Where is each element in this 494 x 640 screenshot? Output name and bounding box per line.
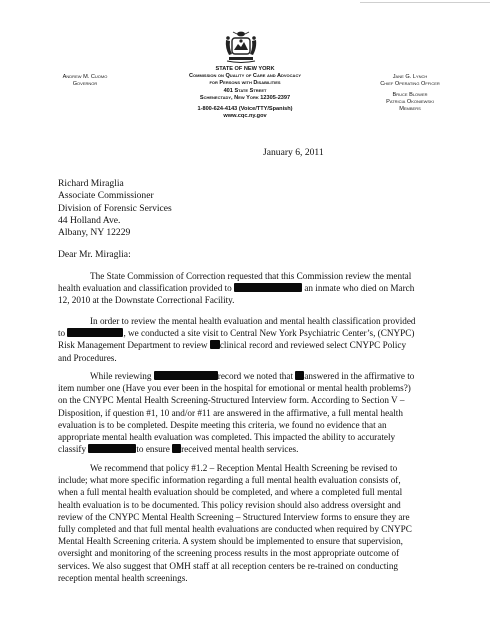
recipient-line: Richard Miraglia: [58, 178, 124, 189]
text-line: on the CNYPC Mental Health Screening-Structured Interview form. According to Section V –: [58, 395, 405, 406]
text-line: and Procedures.: [58, 352, 117, 363]
recipient-address: [58, 178, 172, 239]
recipient-line: Division of Forensic Services: [58, 202, 172, 214]
coo-title: Chief Operating Officer: [380, 81, 440, 87]
text-line: [58, 339, 440, 351]
text-segment: received mental health services.: [181, 444, 299, 455]
text-segment: While reviewing: [90, 371, 152, 381]
text-segment: , we conducted a site visit to Central New York Psychiatric Center’s, (CNYPC): [123, 328, 415, 339]
text-line: health evaluation is to be documented. This policy revision should also address oversight and: [58, 499, 401, 510]
text-line: [58, 282, 440, 294]
text-segment: answered in the affirmative to: [304, 371, 415, 381]
paragraph-4: [58, 462, 440, 584]
agency-city: Schenectady, New York 12305-2397: [199, 94, 291, 101]
text-segment: record we noted that: [217, 371, 294, 381]
agency-phone: 1-800-624-4143 (Voice/TTY/Spanish): [197, 106, 293, 113]
text-line: [58, 370, 440, 382]
text-segment: Risk Management Department to review: [58, 340, 208, 351]
governor-name: Andrew M. Cuomo: [62, 74, 108, 80]
text-line: We recommend that policy #1.2 – Reception Mental Health Screening be revised to: [90, 463, 398, 473]
text-line: review of the CNYPC Mental Health Screening – Structured Interview forms to ensure they are: [58, 511, 410, 522]
paragraph-2: [58, 315, 440, 364]
text-segment: clinical record and reviewed select CNYPC Policy: [219, 340, 407, 351]
text-line: appropriate mental health evaluation was completed. This impacted the ability to accurately: [58, 432, 396, 443]
agency-block: [160, 66, 330, 120]
text-segment: an inmate who died on March: [304, 283, 415, 294]
redaction-bar: [210, 340, 220, 349]
text-segment: health evaluation and classification provided to: [58, 283, 232, 294]
text-segment: classify: [58, 444, 87, 455]
text-line: 12, 2010 at the Downstate Correctional Facility.: [58, 295, 235, 306]
agency-website: www.cqc.ny.gov: [223, 113, 267, 120]
coo-name: Jane G. Lynch: [392, 74, 428, 80]
agency-state: STATE OF NEW YORK: [215, 66, 275, 72]
redaction-bar: [295, 371, 304, 380]
scan-edge-line: [360, 2, 490, 3]
member-name: Patricia Okoniewski: [386, 99, 434, 105]
text-line: item number one (Have you ever been in the hospital for emotional or mental health problems?): [58, 383, 411, 394]
redaction-bar: [67, 328, 123, 337]
text-line: [58, 443, 440, 455]
officers-block: [350, 74, 470, 113]
governor-block: [40, 74, 130, 88]
agency-name: Commission on Quality of Care and Advocacy: [188, 73, 302, 80]
agency-street: 401 State Street: [223, 87, 267, 94]
text-segment: to ensure: [136, 444, 170, 455]
text-line: reception mental health screenings.: [58, 572, 188, 583]
redaction-bar: [172, 444, 181, 453]
text-line: fully completed and that full mental health evaluations are conducted when required by CNYPC: [58, 524, 412, 535]
text-line: evaluation is to be completed. Despite meeting this criteria, we found no evidence that an: [58, 419, 387, 430]
recipient-line: Albany, NY 12229: [58, 227, 131, 239]
redaction-bar: [88, 444, 136, 453]
state-seal-icon: [223, 30, 259, 64]
agency-name-cont: for Persons with Disabilities: [209, 80, 281, 87]
governor-title: Governor: [72, 81, 98, 87]
text-line: In order to review the mental health evaluation and mental health classification provided: [90, 316, 416, 326]
letter-date: January 6, 2011: [263, 147, 324, 158]
paragraph-3: [58, 370, 440, 455]
text-line: services. We also suggest that OMH staff at all reception centers be re-trained on conducting: [58, 560, 399, 571]
text-line: Disposition, if question #1, 10 and/or #11 are answered in the affirmative, a full mental health: [58, 407, 403, 418]
text-line: Mental Health Screening criteria. A system should be implemented to ensure that supervision,: [58, 536, 403, 547]
text-line: when a full mental health evaluation should be completed, and where a completed full mental: [58, 487, 403, 498]
text-line: include; what more specific information regarding a full mental health evaluation consists of,: [58, 475, 401, 486]
text-line: The State Commission of Correction requested that this Commission review the mental: [90, 271, 412, 281]
recipient-line: Associate Commissioner: [58, 190, 154, 202]
members-title: Members: [399, 106, 421, 112]
redaction-bar: [234, 283, 302, 292]
text-line: oversight and monitoring of the screening process results in the most appropriate outcome of: [58, 548, 400, 559]
member-name: Bruce Blower: [392, 92, 428, 98]
salutation: Dear Mr. Miraglia:: [58, 249, 131, 260]
text-line: [58, 327, 440, 339]
text-segment: to: [58, 328, 66, 339]
recipient-line: 44 Holland Ave.: [58, 214, 121, 226]
redaction-bar: [154, 371, 218, 380]
paragraph-1: [58, 270, 440, 307]
